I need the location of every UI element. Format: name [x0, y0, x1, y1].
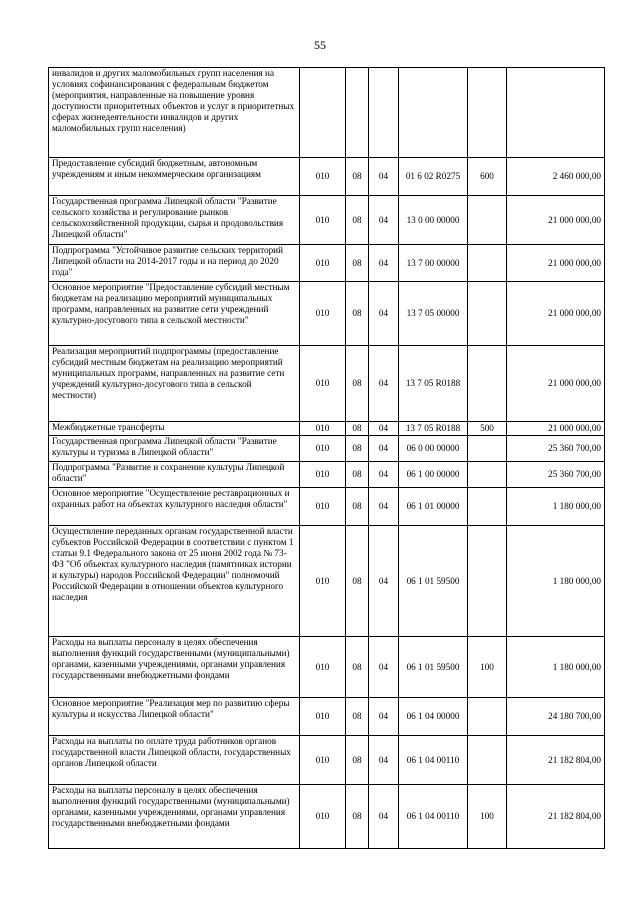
row-expense-type: [468, 346, 507, 422]
row-gradp: 010: [300, 436, 346, 462]
row-amount: [507, 68, 605, 158]
row-podrazdel: 04: [369, 488, 399, 526]
row-expense-type: [468, 245, 507, 282]
row-amount: 25 360 700,00: [507, 462, 605, 488]
row-gradp: 010: [300, 245, 346, 282]
row-name: Подпрограмма "Устойчивое развитие сельских территорий Липецкой области на 2014-2017 годы и на период до 2020 года": [49, 245, 300, 282]
row-razdel: 08: [346, 785, 369, 849]
table-row: [49, 68, 605, 158]
row-podrazdel: 04: [369, 422, 399, 436]
page-number: 55: [314, 38, 326, 52]
row-target-article: 06 0 00 00000: [399, 436, 468, 462]
row-gradp: 010: [300, 736, 346, 785]
row-name: Расходы на выплаты по оплате труда работников органов государственной власти Липецкой области, государственных органов Липецкой области: [49, 736, 300, 785]
row-razdel: 08: [346, 245, 369, 282]
row-target-article: 06 1 01 59500: [399, 526, 468, 637]
row-expense-type: [468, 196, 507, 245]
budget-table-body: [49, 68, 605, 849]
row-podrazdel: 04: [369, 462, 399, 488]
row-gradp: 010: [300, 422, 346, 436]
row-razdel: [346, 68, 369, 158]
row-target-article: 06 1 04 00000: [399, 698, 468, 736]
row-name: Основное мероприятие "Реализация мер по развитию сферы культуры и искусства Липецкой области": [49, 698, 300, 736]
row-name: Предоставление субсидий бюджетным, автономным учреждениям и иным некоммерческим организациям: [49, 158, 300, 196]
row-target-article: 06 1 04 00110: [399, 785, 468, 849]
row-razdel: 08: [346, 196, 369, 245]
row-target-article: 06 1 01 59500: [399, 637, 468, 698]
row-podrazdel: 04: [369, 698, 399, 736]
row-podrazdel: 04: [369, 736, 399, 785]
row-razdel: 08: [346, 282, 369, 346]
row-podrazdel: 04: [369, 346, 399, 422]
row-expense-type: [468, 436, 507, 462]
row-gradp: 010: [300, 698, 346, 736]
row-razdel: 08: [346, 436, 369, 462]
row-razdel: 08: [346, 526, 369, 637]
table-row: [49, 436, 605, 462]
row-target-article: 13 7 00 00000: [399, 245, 468, 282]
row-target-article: 13 7 05 00000: [399, 282, 468, 346]
row-target-article: 06 1 01 00000: [399, 488, 468, 526]
row-name: Расходы на выплаты персоналу в целях обеспечения выполнения функций государственными (муниципальными) органами, казенными учреждениями, органами управления государственными внебюджетными фондами: [49, 637, 300, 698]
table-row: [49, 245, 605, 282]
row-razdel: 08: [346, 488, 369, 526]
row-podrazdel: 04: [369, 245, 399, 282]
row-expense-type: 600: [468, 158, 507, 196]
row-name: Расходы на выплаты персоналу в целях обеспечения выполнения функций государственными (муниципальными) органами, казенными учреждениями, органами управления государственными внебюджетными фондами: [49, 785, 300, 849]
row-target-article: 13 0 00 00000: [399, 196, 468, 245]
row-name: Осуществление переданных органам государственной власти субъектов Российской Федерации в соответствии с пунктом 1 статьи 9.1 Федерального закона от 25 июня 2002 года № 73-ФЗ "Об объектах культурного наследия (памятниках истории и культуры) народов Российской Федерации" полномочий Российской Федерации в отношении объектов культурного наследия: [49, 526, 300, 637]
row-name: Государственная программа Липецкой области "Развитие культуры и туризма в Липецкой области": [49, 436, 300, 462]
row-gradp: 010: [300, 282, 346, 346]
table-row: [49, 526, 605, 637]
row-amount: 21 000 000,00: [507, 422, 605, 436]
row-gradp: 010: [300, 526, 346, 637]
table-row: [49, 462, 605, 488]
table-row: [49, 785, 605, 849]
row-expense-type: [468, 736, 507, 785]
row-gradp: 010: [300, 346, 346, 422]
row-podrazdel: 04: [369, 526, 399, 637]
row-gradp: 010: [300, 488, 346, 526]
row-gradp: 010: [300, 785, 346, 849]
row-podrazdel: 04: [369, 785, 399, 849]
row-expense-type: [468, 462, 507, 488]
row-amount: 25 360 700,00: [507, 436, 605, 462]
row-gradp: [300, 68, 346, 158]
row-expense-type: [468, 526, 507, 637]
row-razdel: 08: [346, 158, 369, 196]
table-row: [49, 346, 605, 422]
row-amount: 24 180 700,00: [507, 698, 605, 736]
row-gradp: 010: [300, 637, 346, 698]
row-amount: 21 000 000,00: [507, 346, 605, 422]
row-target-article: 13 7 05 R0188: [399, 422, 468, 436]
table-row: [49, 736, 605, 785]
row-razdel: 08: [346, 346, 369, 422]
row-razdel: 08: [346, 422, 369, 436]
table-row: [49, 158, 605, 196]
row-podrazdel: 04: [369, 282, 399, 346]
row-razdel: 08: [346, 698, 369, 736]
row-amount: 21 000 000,00: [507, 245, 605, 282]
row-expense-type: 100: [468, 637, 507, 698]
row-name: Основное мероприятие "Осуществление реставрационных и охранных работ на объектах культурного наследия области": [49, 488, 300, 526]
table-row: [49, 698, 605, 736]
table-row: [49, 637, 605, 698]
row-target-article: 06 1 04 00110: [399, 736, 468, 785]
table-row: [49, 196, 605, 245]
row-podrazdel: 04: [369, 637, 399, 698]
row-amount: 21 182 804,00: [507, 785, 605, 849]
row-gradp: 010: [300, 158, 346, 196]
row-amount: 1 180 000,00: [507, 488, 605, 526]
row-amount: 1 180 000,00: [507, 526, 605, 637]
row-expense-type: 100: [468, 785, 507, 849]
row-podrazdel: 04: [369, 436, 399, 462]
row-podrazdel: [369, 68, 399, 158]
table-row: [49, 422, 605, 436]
table-row: [49, 488, 605, 526]
budget-table: [48, 67, 605, 849]
row-expense-type: [468, 282, 507, 346]
row-podrazdel: 04: [369, 158, 399, 196]
row-name: Государственная программа Липецкой области "Развитие сельского хозяйства и регулирование рынков сельскохозяйственной продукции, сырья и продовольствия Липецкой области": [49, 196, 300, 245]
row-name: Подпрограмма "Развитие и сохранение культуры Липецкой области": [49, 462, 300, 488]
row-razdel: 08: [346, 462, 369, 488]
row-name: Реализация мероприятий подпрограммы (предоставление субсидий местным бюджетам на реализацию мероприятий муниципальных программ, направленных на развитие сети учреждений культурно-досугового типа в сельской местности): [49, 346, 300, 422]
row-target-article: 06 1 00 00000: [399, 462, 468, 488]
row-amount: 21 000 000,00: [507, 282, 605, 346]
row-target-article: 01 6 02 R0275: [399, 158, 468, 196]
row-amount: 21 000 000,00: [507, 196, 605, 245]
row-amount: 21 182 804,00: [507, 736, 605, 785]
table-row: [49, 282, 605, 346]
row-expense-type: 500: [468, 422, 507, 436]
row-razdel: 08: [346, 637, 369, 698]
row-amount: 2 460 000,00: [507, 158, 605, 196]
row-expense-type: [468, 488, 507, 526]
row-expense-type: [468, 68, 507, 158]
row-expense-type: [468, 698, 507, 736]
row-gradp: 010: [300, 462, 346, 488]
row-target-article: 13 7 05 R0188: [399, 346, 468, 422]
row-podrazdel: 04: [369, 196, 399, 245]
row-razdel: 08: [346, 736, 369, 785]
row-amount: 1 180 000,00: [507, 637, 605, 698]
row-name: инвалидов и других маломобильных групп населения на условиях софинансирования с федеральным бюджетом (мероприятия, направленные на повышение уровня доступности приоритетных объектов и услуг в приоритетных сферах жизнедеятельности инвалидов и других маломобильных групп населения): [49, 68, 300, 158]
row-name: Основное мероприятие "Предоставление субсидий местным бюджетам на реализацию мероприятий муниципальных программ, направленных на развитие сети учреждений культурно-досугового типа в сельской местности": [49, 282, 300, 346]
row-name: Межбюджетные трансферты: [49, 422, 300, 436]
row-target-article: [399, 68, 468, 158]
row-gradp: 010: [300, 196, 346, 245]
